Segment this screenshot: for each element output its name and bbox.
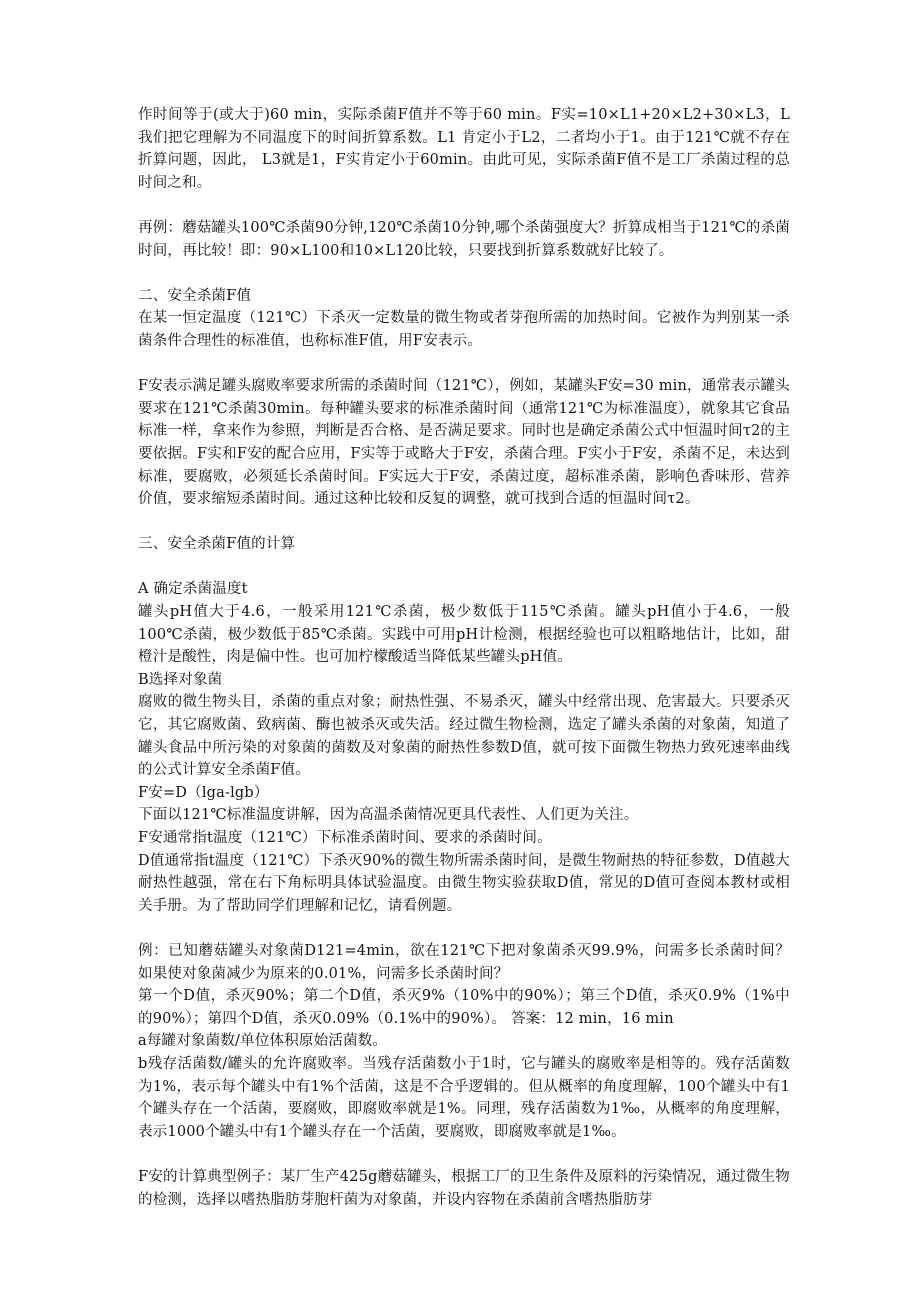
section-safe-f-value xyxy=(138,285,790,353)
paragraph-text: 作时间等于(或大于)60 min，实际杀菌F值并不等于60 min。F实=10×L1+20×L2+30×L3，L我们把它理解为不同温度下的时间折算系数。L1 肯定小于L2，二者均小于1。由于121℃就不存在折算问题，因此， L3就是1，F实肯定小于60min。由此可见，实际杀菌F值不是工厂杀菌过程的总时间之和。 xyxy=(138,107,790,191)
section-heading: 三、安全杀菌F值的计算 xyxy=(138,536,296,553)
paragraph-f-actual xyxy=(138,104,790,194)
paragraph-text: F安的计算典型例子：某厂生产425g蘑菇罐头，根据工厂的卫生条件及原料的污染情况，通过微生物的检测，选择以嗜热脂肪芽胞杆菌为对象菌，并设内容物在杀菌前含嗜热脂肪芽 xyxy=(138,1168,790,1208)
paragraph-text: 再例：蘑菇罐头100℃杀菌90分钟,120℃杀菌10分钟,哪个杀菌强度大？折算成相当于121℃的杀菌时间，再比较！即：90×L100和10×L120比较，只要找到折算系数就好比较了。 xyxy=(138,219,790,259)
subheading-temperature: A 确定杀菌温度t xyxy=(138,581,248,598)
paragraph-typical-example xyxy=(138,1166,790,1211)
formula-f-safe: F安=D（lga-lgb） xyxy=(138,784,269,801)
paragraph-text: F安通常指t温度（121℃）下标准杀菌时间、要求的杀菌时间。 xyxy=(138,830,552,846)
paragraph-f-safe-explanation xyxy=(138,375,790,511)
paragraph-text: a每罐对象菌数/单位体积原始活菌数。 xyxy=(138,1033,388,1050)
paragraph-text: b残存活菌数/罐头的允许腐败率。当残存活菌数小于1时，它与罐头的腐败率是相等的。残存活菌数为1%，表示每个罐头中有1%个活菌，这是不合乎逻辑的。但从概率的角度理解，100个罐头中有1个罐头存在一个活菌，要腐败，即腐败率就是1%。同理，残存活菌数为1‰，从概率的角度理解，表示1000个罐头中有1个罐头存在一个活菌，要腐败，即腐败率就是1‰。 xyxy=(138,1055,790,1140)
paragraph-text: 第一个D值，杀灭90%；第二个D值，杀灭9%（10%中的90%）；第三个D值，杀灭0.9%（1%中的90%）；第四个D值，杀灭0.09%（0.1%中的90%）。 答案：12 min，16 min xyxy=(138,988,790,1027)
section-heading: 二、安全杀菌F值 xyxy=(138,287,252,304)
paragraph-example-mushroom xyxy=(138,217,790,262)
paragraph-text: 在某一恒定温度（121℃）下杀灭一定数量的微生物或者芽孢所需的加热时间。它被作为判别某一杀菌条件合理性的标准值，也称标准F值，用F安表示。 xyxy=(138,310,790,349)
paragraph-calculation-steps xyxy=(138,578,790,917)
section-safe-f-calculation xyxy=(138,533,790,556)
paragraph-text: 腐败的微生物头目，杀菌的重点对象；耐热性强、不易杀灭，罐头中经常出现、危害最大。只要杀灭它，其它腐败菌、致病菌、酶也被杀灭或失活。经过微生物检测，选定了罐头杀菌的对象菌，知道了罐头食品中所污染的对象菌的菌数及对象菌的耐热性参数D值，就可按下面微生物热力致死速率曲线的公式计算安全杀菌F值。 xyxy=(138,694,790,779)
paragraph-text: F安表示满足罐头腐败率要求所需的杀菌时间（121℃），例如，某罐头F安=30 min，通常表示罐头要求在121℃杀菌30min。每种罐头要求的标准杀菌时间（通常121℃为标准温度），就象其它食品标准一样，拿来作为参照，判断是否合格、是否满足要求。同时也是确定杀菌公式中恒温时间τ2的主要依据。F实和F安的配合应用，F实等于或略大于F安，杀菌合理。F实小于F安，杀菌不足，未达到标准，要腐败，必须延长杀菌时间。F实远大于F安，杀菌过度，超标准杀菌，影响色香味形、营养价值，要求缩短杀菌时间。通过这种比较和反复的调整，就可找到合适的恒温时间τ2。 xyxy=(138,378,790,508)
paragraph-text: 下面以121℃标准温度讲解，因为高温杀菌情况更具代表性、人们更为关注。 xyxy=(138,807,639,824)
paragraph-text: 罐头pH值大于4.6，一般采用121℃杀菌，极少数低于115℃杀菌。罐头pH值小于4.6，一般100℃杀菌，极少数低于85℃杀菌。实践中可用pH计检测，根据经验也可以粗略地估计，比如，甜橙汁是酸性，肉是偏中性。也可加柠檬酸适当降低某些罐头pH值。 xyxy=(138,604,790,666)
subheading-target-organism: B选择对象菌 xyxy=(138,671,223,688)
paragraph-text: D值通常指t温度（121℃）下杀灭90%的微生物所需杀菌时间，是微生物耐热的特征参数，D值越大耐热性越强，常在右下角标明具体试验温度。由微生物实验获取D值，常见的D值可查阅本教材或相关手册。为了帮助同学们理解和记忆，请看例题。 xyxy=(138,852,790,914)
paragraph-example-d121 xyxy=(138,940,790,1143)
paragraph-text: 例：已知蘑菇罐头对象菌D121=4min，欲在121℃下把对象菌杀灭99.9%，问需多长杀菌时间？如果使对象菌减少为原来的0.01%，问需多长杀菌时间？ xyxy=(138,942,790,982)
document-page xyxy=(138,104,790,1211)
